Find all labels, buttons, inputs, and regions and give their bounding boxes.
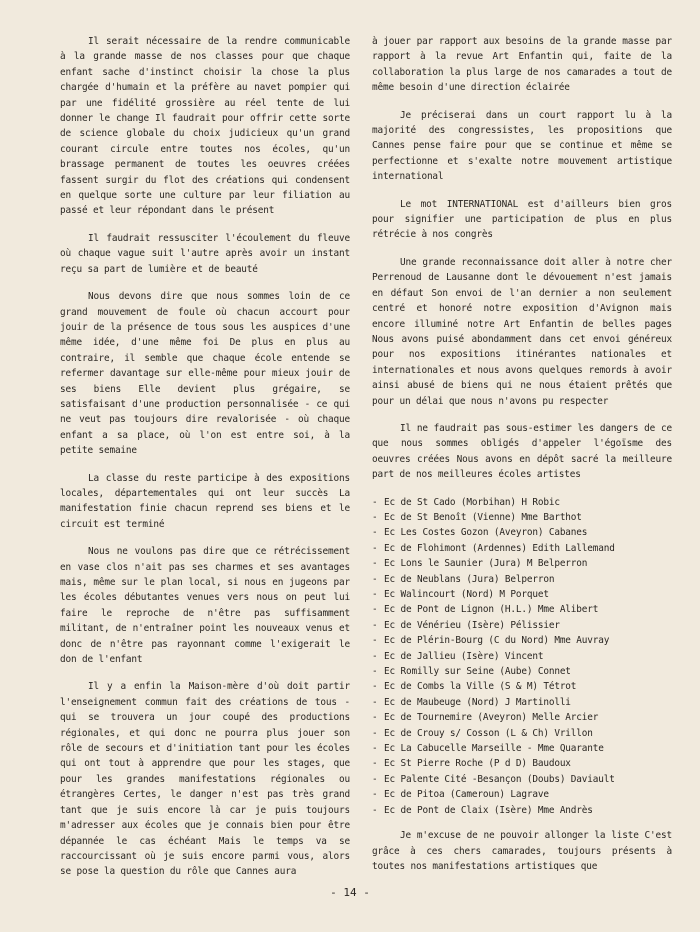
paragraph: Le mot INTERNATIONAL est d'ailleurs bien gros pour signifier une participation de plus en plus rétrécie à nos congrès bbox=[372, 198, 672, 241]
paragraph: Il faudrait ressusciter l'écoulement du fleuve où chaque vague suit l'autre après avoir un instant reçu sa part de lumière et de beauté bbox=[60, 232, 350, 275]
list-item: - Ec de Neublans (Jura) Belperron bbox=[372, 572, 672, 587]
right-column bbox=[372, 34, 672, 886]
paragraph: Nous ne voulons pas dire que ce rétrécissement en vase clos n'ait pas ses charmes et ses avantages mais, même sur le plan local, si nous en jugeons par les écoles débutantes venues vers nous on peut lui faire le reproche de n'être pas suffisamment militant, de n'entraîner point les nouveaux venus et donc de n'être pas rayonnant comme l'exigerait le don de l'enfant bbox=[60, 546, 350, 666]
paragraph: Une grande reconnaissance doit aller à notre cher Perrenoud de Lausanne dont le dévouement n'est jamais en défaut Son envoi de l'an dernier a non seulement centré et honoré notre exposition d'Avignon mais encore illuminé notre Art Enfantin de belles pages Nous avons puisé abondamment dans cet envoi généreux pour nos expositions itinérantes nationales et internationales et nous avons quelques remords à avoir ainsi abusé de biens qui ne nous étaient prêtés que pour un délai que nous n'avons pu respecter bbox=[372, 256, 672, 407]
school-list bbox=[372, 495, 672, 819]
paragraph: Je préciserai dans un court rapport lu à la majorité des congressistes, les propositions que Cannes pense faire pour que se continue et même se perfectionne et s'exalte notre mouvement artistique international bbox=[372, 109, 672, 183]
paragraph: Il serait nécessaire de la rendre communicable à la grande masse de nos classes pour que chaque enfant sache d'instinct choisir la chose la plus chargée d'humain et la préfère au navet pompier qui par une fidélité grossière au réel tente de lui donner le change Il faudrait pour offrir cette sorte de science globale du choix judicieux qu'un grand courant circule entre toutes nos écoles, qu'un brassage permanent de toutes les oeuvres créées fassent surgir du flot des créations qui condensent en quelque sorte une culture par leur filiation au passé et leur répondant dans le présent bbox=[60, 36, 350, 217]
list-item: - Ec de Pitoa (Cameroun) Lagrave bbox=[372, 787, 672, 802]
list-item: - Ec de Pont de Claix (Isère) Mme Andrès bbox=[372, 803, 672, 818]
left-column bbox=[60, 34, 350, 892]
list-item: - Ec de Crouy s/ Cosson (L & Ch) Vrillon bbox=[372, 726, 672, 741]
list-item: - Ec Lons le Saunier (Jura) M Belperron bbox=[372, 556, 672, 571]
list-item: - Ec de Maubeuge (Nord) J Martinolli bbox=[372, 695, 672, 710]
list-item: - Ec de Plérin-Bourg (C du Nord) Mme Auvray bbox=[372, 633, 672, 648]
list-item: - Ec La Cabucelle Marseille - Mme Quarante bbox=[372, 741, 672, 756]
list-item: - Ec Romilly sur Seine (Aube) Connet bbox=[372, 664, 672, 679]
paragraph: Nous devons dire que nous sommes loin de ce grand mouvement de foule où chacun accourt pour jouir de la présence de tous sous les auspices d'une même idée, d'une même foi De plus en plus au contraire, il semble que chaque école entende se refermer davantage sur elle-même pour mieux jouir de ses biens Elle devient plus grégaire, se satisfaisant d'une production personnalisée - ce qui ne veut pas toujours dire revalorisée - où chaque enfant a sa place, où l'on est entre soi, à la petite semaine bbox=[60, 291, 350, 457]
list-item: - Ec de Flohimont (Ardennes) Edith Lallemand bbox=[372, 541, 672, 556]
list-item: - Ec de St Cado (Morbihan) H Robic bbox=[372, 495, 672, 510]
list-item: - Ec St Pierre Roche (P d D) Baudoux bbox=[372, 756, 672, 771]
paragraph: à jouer par rapport aux besoins de la grande masse par rapport à la revue Art Enfantin qui, faite de la collaboration la plus large de nos camarades a tout de même besoin d'une direction éclairée bbox=[372, 36, 672, 94]
list-item: - Ec de Jallieu (Isère) Vincent bbox=[372, 649, 672, 664]
list-item: - Ec de Tournemire (Aveyron) Melle Arcier bbox=[372, 710, 672, 725]
list-item: - Ec Walincourt (Nord) M Porquet bbox=[372, 587, 672, 602]
list-item: - Ec Palente Cité -Besançon (Doubs) Daviault bbox=[372, 772, 672, 787]
list-item: - Ec de Combs la Ville (S & M) Tétrot bbox=[372, 679, 672, 694]
paragraph: Il ne faudrait pas sous-estimer les dangers de ce que nous sommes obligés d'appeler l'égoïsme des oeuvres créées Nous avons en dépôt sacré la meilleure part de nos meilleures écoles artistes bbox=[372, 422, 672, 481]
paragraph: Il y a enfin la Maison-mère d'où doit partir l'enseignement commun fait des créations de tous - qui se trouvera un jour coupé des productions régionales, et qui donc ne pourra plus jouer son rôle de secours et d'initiation tant pour les écoles qui ont tout à apprendre que pour les stages, que pour les grandes manifestations régionales ou étrangères Certes, le danger n'est pas très grand tant que je suis encore là car je puis toujours m'adresser aux écoles que je connais bien pour être dépannée le cas échéant Mais le temps va se raccourcissant où je suis encore parmi vous, alors se pose la question du rôle que Cannes aura bbox=[60, 681, 350, 878]
page-number: - 14 - bbox=[330, 886, 370, 899]
list-item: - Ec Les Costes Gozon (Aveyron) Cabanes bbox=[372, 525, 672, 540]
list-item: - Ec de Pont de Lignon (H.L.) Mme Alibert bbox=[372, 602, 672, 617]
list-item: - Ec de St Benoît (Vienne) Mme Barthot bbox=[372, 510, 672, 525]
paragraph: La classe du reste participe à des expositions locales, départementales qui ont leur succès La manifestation finie chacun reprend ses biens et le circuit est terminé bbox=[60, 472, 350, 530]
paragraph: Je m'excuse de ne pouvoir allonger la liste C'est grâce à ces chers camarades, toujours présents à toutes nos manifestations artistiques que bbox=[372, 830, 672, 872]
list-item: - Ec de Vénérieu (Isère) Pélissier bbox=[372, 618, 672, 633]
